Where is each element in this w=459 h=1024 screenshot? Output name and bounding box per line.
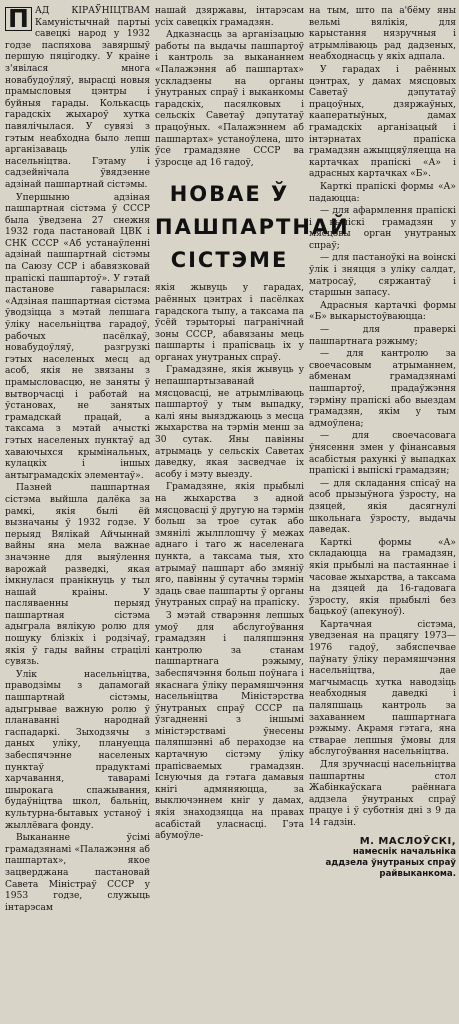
body-paragraph: Адрасныя картачкі формы «Б» выкарыстоўваюцца: <box>309 300 456 323</box>
body-paragraph: Картачная сістэма, уведзеная на працягу 1973—1976 гадоў, забяспечвае паўнату ўліку перамяшчэння насельніцтва, дае магчымасць хутка наводзіць неабходныя даведкі і паляпшаць кантроль за захаваннем пашпартнага рэжыму. Акрамя гэтага, яна стварае лепшыя ўмовы для абслугоўвання насельніцтва. <box>309 619 456 758</box>
body-paragraph: Для зручнасці насельніцтва пашпартны стол Жабінкаўскага раённага аддзела ўнутраных спраў працуе і ў суботнія дні з 9 да 14 гадзін. <box>309 760 456 828</box>
list-item: — для кантролю за своечасовым атрыманнем, абменам грамадзянамі пашпартоў, прадаўжэння тэрміну прапіскі або выездам грамадзян, якім у тым адмоўлена; <box>309 349 456 429</box>
list-item: — для праверкі пашпартнага рэжыму; <box>309 325 456 347</box>
column-1 <box>5 6 150 1020</box>
list-item: — для пастаноўкі на воінскі ўлік і зняцця з уліку салдат, матросаў, сяржантаў і старшын запасу. <box>309 253 456 299</box>
list-item: — для афармлення прапіскі і выпіскі грамадзян у мясцовы орган унутраных спраў; <box>309 206 456 251</box>
article-headline <box>155 178 350 277</box>
list-item: — для своечасовага ўнясення змен у фінансавыя асабістыя рахункі ў выпадках прапіскі і выпіскі грамадзян; <box>309 431 456 477</box>
body-paragraph: Грамадзяне, якія прыбылі на жыхарства з адной мясцовасці ў другую на тэрмін больш за трое сутак або змянілі жылплошчу ў межах аднаго і таго ж населенага пункта, а таксама тыя, хто атрымаў пашпарт або змяніў яго, павінны ў сутачны тэрмін здаць свае пашпарты ў органы ўнутраных спраў на прапіску. <box>155 482 304 609</box>
column-2 <box>155 6 350 1020</box>
drop-cap: П <box>5 7 32 31</box>
body-paragraph: на тым, што па а'бёму яны вельмі вялікія, для карыстання нязручныя і атрымліваюць рад дадзеных, неабходнасць у якіх адпала. <box>309 6 456 63</box>
body-paragraph: Пазней пашпартная сістэма выйшла далёка за рамкі, якія былі ёй вызначаны ў 1932 годзе. У перыяд Вялікай Айчыннай вайны яна мела важнае значэнне для выяўлення варожай разведкі, якая імкнулася пранікнуць у тыл нашай краіны. У пасляваенны перыяд пашпартная сістэма адыграла вялікую ролю для пошуку блізкіх і родзічаў, якія ў гады вайны страцілі сувязь. <box>5 483 150 668</box>
body-paragraph: якія жывуць у гарадах, раённых цэнтрах і пасёлках гарадскога тыпу, а таксама па ўсёй тэрыторыі пагранічнай зоны СССР, абавязаны мець пашпарты і прапісваць іх у органах унутраных спраў. <box>155 283 304 363</box>
body-paragraph: нашай дзяржавы, інтарэсам усіх савецкіх грамадзян. <box>155 6 304 28</box>
author-title: намеснік начальніка аддзела ўнутраных спраў райвыканкома. <box>325 846 456 879</box>
headline-line-2: ПАШПАРТНАЙ <box>155 215 350 240</box>
body-paragraph: Улік насельніцтва, праводзімы з дапамогай пашпартнай сістэмы, адыгрывае важную ролю ў планаванні народнай гаспадаркі. Зыходзячы з даных уліку, плануецца забеспячэнне населеных пунктаў прадуктамі харчавання, таварамі шырокага спажывання, будаўніцтва школ, бальніц, культурна-бытавых устаноў і жыллёвага фонду. <box>5 669 150 831</box>
body-paragraph: Грамадзяне, якія жывуць у непашпартызаванай мясцовасці, не атрымліваюць пашпартоў у тым выпадку, калі яны выязджаюць з месца жыхарства на тэрмін менш за 30 сутак. Яны павінны атрымаць у сельскіх Саветах даведку, якая засведчае іх асобу і мэту выезду. <box>155 365 304 480</box>
body-paragraph: Адказнасць за арганізацыю работы па выдачы пашпартоў і кантроль за выкананнем «Палажэння аб пашпартах» ускладзены на органы ўнутраных спраў і выканкомы гарадскіх, пасялковых і сельскіх Саветаў дэпутатаў працоўных. «Палажэннем аб пашпартах» устаноўлена, што ўсе грамадзяне СССР ва ўзросце ад 16 гадоў, <box>155 30 304 168</box>
headline-line-1: НОВАЕ Ў <box>169 182 290 207</box>
intro-paragraph: П АД КІРАЎНІЦТВАМ Камуністычнай партыі савецкі народ у 1932 годзе паспяхова завяршыў першую пяцігодку. У краіне з'явілася многа новабудоўляў, вырасці новыя прамысловыя цэнтры і буйныя гарады. Колькасць гарадскіх жыхароў хутка павялічылася. У сувязі з гэтым неабходна было лепш арганізаваць улік насельніцтва. Гэтаму і садзейнічала ўвядзенне адзінай пашпартнай сістэмы. <box>5 4 150 190</box>
author-name: М. МАСЛОЎСКІ, <box>359 835 456 847</box>
author-signature <box>309 836 456 880</box>
body-paragraph: З мэтай стварэння лепшых умоў для абслугоўвання грамадзян і паляпшэння кантролю за станам пашпартнага рэжыму, забеспячэння больш поўнага і якаснага ўліку перамяшчэння насельніцтва Міністэрства ўнутраных спраў СССР па ўзгадненні з іншымі міністэрствамі ўнесены паляпшэнні аб пераходзе на картачную сістэму ўліку прапісваемых грамадзян. Існуючыя да гэтага дамавыя кнігі адмяняюцца, за выключэннем кніг у дамах, якія знаходзяцца на правах асабістай уласнасці. Гэта абумоўле- <box>155 610 304 842</box>
body-paragraph: Упершыню адзіная пашпартная сістэма ў СССР была ўведзена 27 снежня 1932 года пастановай ЦВК і СНК СССР «Аб устанаўленні адзінай пашпартнай сістэмы па Саюзу ССР і абавязковай прапіскі пашпартоў». У гэтай пастанове гаварылася: «Адзіная пашпартная сістэма ўводзіцца з мэтай лепшага ўліку насельніцтва гарадоў, рабочых пасёлкаў, новабудоўляў, разгрузкі гэтых населеных месц ад асоб, якія не звязаны з прамысловасцю, не заняты ў вытворчасці і работай на ўстановах, не занятых грамадскай працай, а таксама з мэтай ачысткі гэтых населеных пунктаў ад хаваючыхся крымінальных, кулацкіх і іншых антыграмадскіх элементаў». <box>5 192 150 481</box>
body-paragraph: У гарадах і раённых цэнтрах, у дамах мясцовых Саветаў дэпутатаў працоўных, дзяржаўных, кааператыўных, дамах грамадскіх арганізацый і інтэрнатах прапіска грамадзян ажыццяўляецца на картачках прапіскі «А» і адрасных картачках «Б». <box>309 64 456 180</box>
body-paragraph: Карткі формы «А» складаюцца на грамадзян, якія прыбылі на пастаяннае і часовае жыхарства, а таксама на дзяцей да 16-гадовага ўзросту, якія прыбылі без бацькоў (апекуноў). <box>309 537 456 618</box>
column-3 <box>309 6 456 1020</box>
list-item: — для складання спісаў на асоб прызыўнога ўзросту, на дзяцей, якія дасягнулі школьнага ўзросту, выдачы даведак. <box>309 478 456 536</box>
headline-line-3: СІСТЭМЕ <box>170 248 289 273</box>
body-paragraph: Выкананне ўсімі грамадзянамі «Палажэння аб пашпартах», якое зацверджана пастановай Савета Міністраў СССР у 1953 годзе, служыць інтарэсам <box>5 833 150 913</box>
body-paragraph: Карткі прапіскі формы «А» падаюцца: <box>309 181 456 204</box>
